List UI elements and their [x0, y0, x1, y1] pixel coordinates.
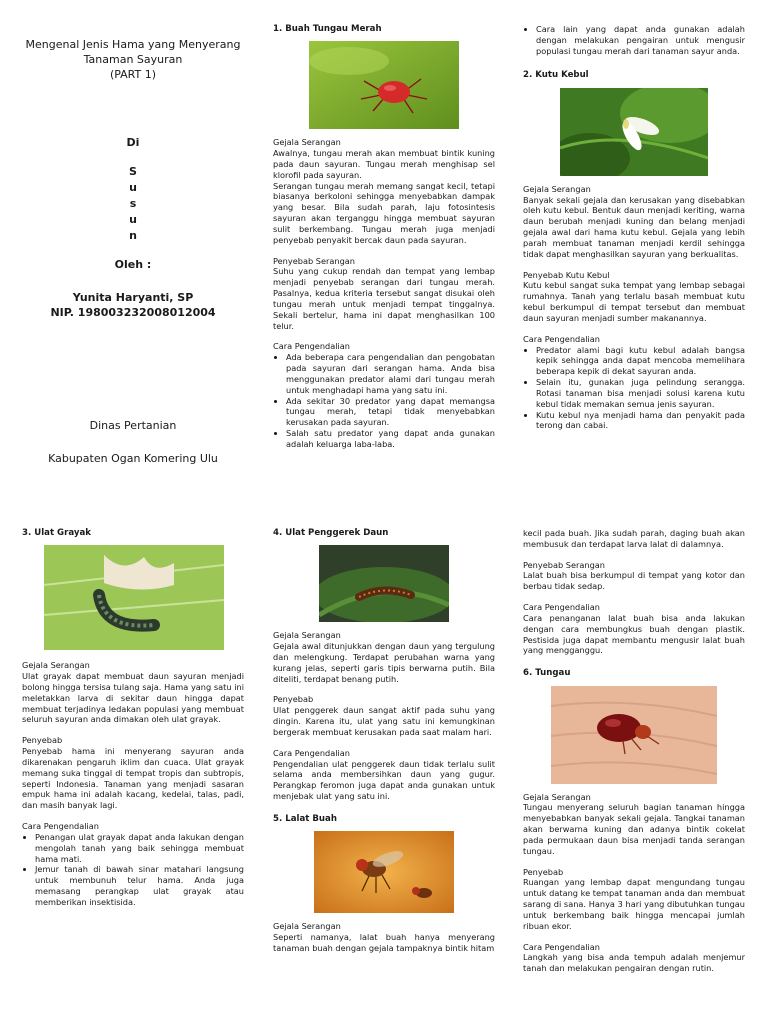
gejala-heading: Gejala Serangan — [523, 183, 591, 194]
panel-kutu-kebul — [523, 24, 745, 431]
cara-text: Langkah yang bisa anda tempuh adalah menjemur tanah dan melakukan pengairan dengan rutin. — [523, 952, 745, 974]
gejala-text: Awalnya, tungau merah akan membuat bintik kuning pada daun sayuran. Tungau merah menghisap sel klorofil pada sayuran. — [273, 148, 495, 180]
mite-image — [551, 686, 717, 784]
list-item: • Predator alami bagi kutu kebul adalah bangsa kepik sehingga anda dapat mencoba memelihara beberapa kepik di dekat sayuran anda. — [536, 345, 745, 377]
cara-text: Cara penanganan lalat buah bisa anda lakukan dengan cara membungkus buah dengan plastik. Pestisida juga dapat membantu mengusir lalat buah yang mengganggu. — [523, 612, 745, 656]
section-title: 6. Tungau — [523, 668, 571, 679]
kabupaten-name: Kabupaten Ogan Komering Ulu — [48, 451, 218, 465]
gejala-heading: Gejala Serangan — [22, 660, 90, 671]
leaf-borer-image — [319, 545, 449, 622]
title-line: Mengenal Jenis Hama yang Menyerang — [25, 38, 241, 51]
penyebab-text: Penyebab hama ini menyerang sayuran anda dikarenakan pengaruh iklim dan cuaca. Ulat grayak memang suka tinggal di tempat tropis dan subtropis, seperti Indonesia. Tanaman yang menjadi sasaran empuk hama ini adalah kacang, kedelai, talas, padi, dan masih banyak lagi. — [22, 746, 244, 811]
author-block — [22, 291, 244, 321]
penyebab-text: Ulat penggerek daun sangat aktif pada suhu yang dingin. Karena itu, ulat yang satu ini kemungkinan bergerak membuat kerusakan pada saat malam hari. — [273, 705, 495, 737]
cara-list-continued — [523, 24, 745, 56]
cara-heading: Cara Pengendalian — [22, 821, 99, 832]
cover-disusun — [22, 135, 244, 245]
penyebab-text: Suhu yang cukup rendah dan tempat yang lembap menjadi penyebab serangan dari tungau merah. Pasalnya, kedua kriteria tersebut sangat disukai oleh tungau merah untuk menjadi tempat tinggalnya. Sekali bertelur, hama ini dapat menghasilkan 100 telur. — [273, 266, 495, 331]
gejala-heading: Gejala Serangan — [523, 791, 591, 802]
dinas-name: Dinas Pertanian — [89, 418, 177, 432]
penyebab-heading: Penyebab — [273, 694, 314, 705]
cover-title — [22, 38, 244, 83]
penyebab-text: Lalat buah bisa berkumpul di tempat yang kotor dan berbau tidak sedap. — [523, 570, 745, 592]
list-item: • Selain itu, gunakan juga pelindung serangga. Rotasi tanaman bisa menjadi solusi karena kutu kebul tidak memakan semua jenis sayuran. — [536, 377, 745, 409]
list-item: • Cara lain yang dapat anda gunakan adalah dengan melakukan pengairan untuk mengusir populasi tungau merah dari tanaman sayur anda. — [536, 24, 745, 56]
cover-panel — [22, 38, 244, 466]
susun-letter: u — [129, 213, 137, 227]
cara-heading: Cara Pengendalian — [523, 602, 600, 613]
penyebab-heading: Penyebab Serangan — [523, 559, 605, 570]
author-name: Yunita Haryanti, SP — [72, 291, 194, 304]
red-mite-image — [309, 41, 459, 129]
cara-heading: Cara Pengendalian — [523, 333, 600, 344]
section-title: 2. Kutu Kebul — [523, 70, 589, 81]
cara-heading: Cara Pengendalian — [273, 341, 350, 352]
cara-heading: Cara Pengendalian — [523, 941, 600, 952]
gejala-text: Ulat grayak dapat membuat daun sayuran menjadi bolong hingga tersisa tulang saja. Hama yang satu ini meletakkan larva di sekitar daun hingga dapat membuat terjadinya ledakan populasi yang membuat seluruh sayuran anda dimakan oleh ulat grayak. — [22, 671, 244, 725]
list-item: • Penangan ulat grayak dapat anda lakukan dengan mengolah tanah yang baik sehingga membuat hama mati. — [35, 832, 244, 864]
list-item: • Ada sekitar 30 predator yang dapat memangsa tungau merah, tetapi tidak menyebabkan kerusakan pada sayuran. — [286, 396, 495, 428]
section-title: 5. Lalat Buah — [273, 813, 337, 824]
title-line: (PART 1) — [109, 67, 157, 81]
penyebab-heading: Penyebab Kutu Kebul — [523, 269, 610, 280]
susun-letter: S — [129, 165, 137, 179]
gejala-text: Tungau menyerang seluruh bagian tanaman hingga menyebabkan banyak sekali gejala. Tangkai tanaman akan berwarna kuning dan adanya bintik cokelat pada permukaan daun bisa menjadi tanda serangan tungau. — [523, 802, 745, 856]
whitefly-image — [560, 88, 708, 176]
list-item: • Salah satu predator yang dapat anda gunakan adalah keluarga laba-laba. — [286, 428, 495, 450]
list-item: • Jemur tanah di bawah sinar matahari langsung untuk membunuh telur hama. Anda juga memasang perangkap ulat grayak atau memberikan insektisida. — [35, 864, 244, 907]
panel-ulat-grayak — [22, 528, 244, 908]
list-item: • Kutu kebul nya menjadi hama dan penyakit pada terong dan cabai. — [536, 410, 745, 432]
gejala-text: Banyak sekali gejala dan kerusakan yang disebabkan oleh kutu kebul. Bentuk daun menjadi keriting, warna daun berubah menjadi kuning dan belang menjadi gejala awal dari hama kutu kebul. Gejala yang lebih parah membuat tanaman menjadi kerdil sehingga tidak dapat menghasilkan sayuran yang berkualitas. — [523, 194, 745, 259]
panel-tungau — [523, 528, 745, 974]
cara-list — [523, 345, 745, 432]
panel-penggerek-daun — [273, 528, 495, 954]
cara-heading: Cara Pengendalian — [273, 747, 350, 758]
susun-letter: n — [129, 229, 137, 243]
gejala-heading: Gejala Serangan — [273, 921, 341, 932]
gejala-text: Gejala awal ditunjukkan dengan daun yang tergulung dan melengkung. Terdapat perubahan warna yang kurang jelas, seperti garis tipis berwarna putih. Bila diteliti, terdapat benang putih. — [273, 641, 495, 684]
oleh-label: Oleh : — [114, 258, 152, 272]
di-text: Di — [126, 135, 140, 149]
author-nip: NIP. 198003232008012004 — [50, 305, 216, 319]
susun-letter: s — [129, 197, 137, 211]
title-line: Tanaman Sayuran — [83, 52, 183, 66]
gejala-heading: Gejala Serangan — [273, 630, 341, 641]
cara-list — [273, 352, 495, 449]
gejala-heading: Gejala Serangan — [273, 137, 341, 148]
armyworm-image — [44, 545, 224, 650]
section-title: 3. Ulat Grayak — [22, 528, 92, 538]
penyebab-heading: Penyebab — [22, 735, 63, 746]
cara-text: Pengendalian ulat penggerek daun tidak terlalu sulit selama anda membersihkan daun yang gugur. Perangkap feromon juga dapat anda gunakan untuk menjebak ulat yang satu ini. — [273, 758, 495, 802]
gejala-text: Serangan tungau merah memang sangat kecil, tetapi biasanya berkoloni sehingga menyebabkan dampak yang besar. Bila sudah parah, laju fotosintesis sayuran akan terganggu hingga membuat sayuran sulit berkembang. Tungau merah juga menjadi penyebab penyakit bercak daun pada sayuran. — [273, 180, 495, 245]
gejala-text: Seperti namanya, lalat buah hanya menyerang tanaman buah dengan gejala tampaknya bintik hitam — [273, 932, 495, 953]
cara-list — [22, 832, 244, 908]
susun-letter: u — [129, 181, 137, 195]
penyebab-heading: Penyebab — [523, 866, 564, 877]
fruit-fly-image — [314, 831, 454, 913]
penyebab-text: Ruangan yang lembap dapat mengundang tungau untuk datang ke tempat tanaman anda dan membuat sarang di sana. Hanya 3 hari yang dibutuhkan tungau untuk berkembang baik hingga mencapai jumlah ribuan ekor. — [523, 877, 745, 931]
section-title: 4. Ulat Penggerek Daun — [273, 528, 389, 538]
penyebab-text: Kutu kebul sangat suka tempat yang lembap sebagai rumahnya. Tanah yang terlalu basah membuat kutu kebul berkumpul di tempat tersebut dan membuat daun sayuran menjadi sumber makanannya. — [523, 280, 745, 323]
gejala-text-continued: kecil pada buah. Jika sudah parah, daging buah akan membusuk dan terdapat larva lalat di dalamnya. — [523, 528, 745, 549]
penyebab-heading: Penyebab Serangan — [273, 255, 355, 266]
panel-tungau-merah — [273, 24, 495, 450]
list-item: • Ada beberapa cara pengendalian dan pengobatan pada sayuran dari serangan hama. Anda bisa menggunakan predator alami dari tungau merah untuk menghadapi hama yang satu ini. — [286, 352, 495, 395]
section-title: 1. Buah Tungau Merah — [273, 24, 382, 34]
